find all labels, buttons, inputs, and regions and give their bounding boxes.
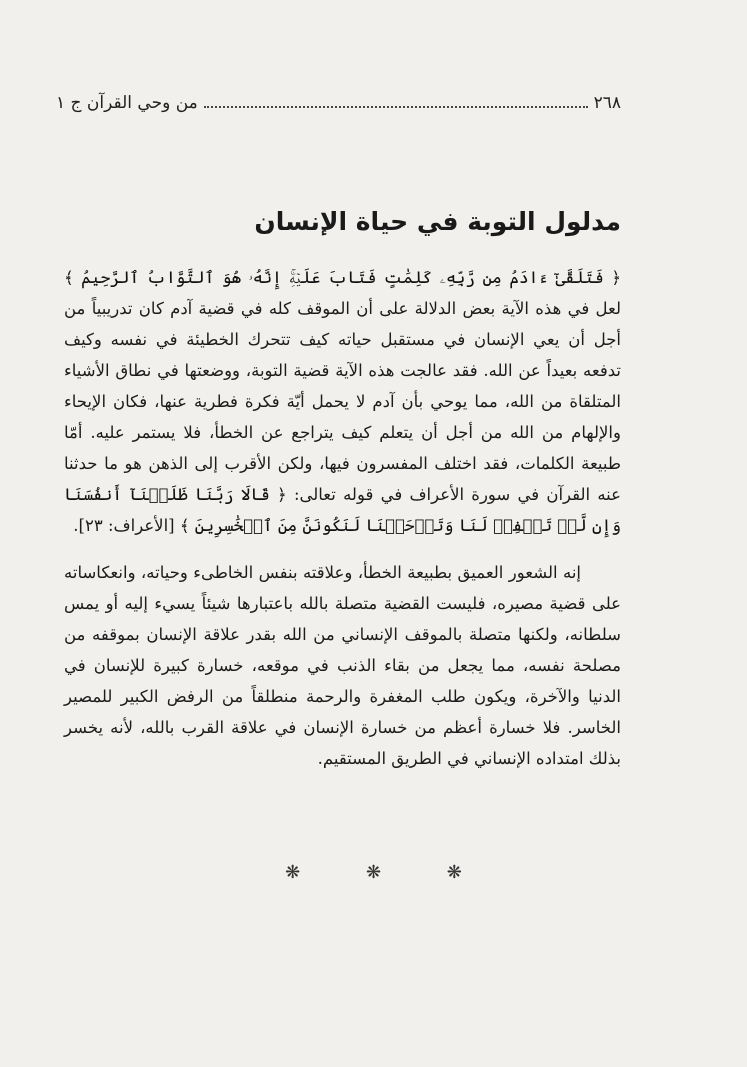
page-header	[56, 88, 621, 118]
paragraph-1	[64, 262, 621, 541]
header-dot-leader	[204, 106, 588, 108]
quran-verse-1: ﴿ فَتَلَقَّىٰٓ ءَادَمُ مِن رَّبِّهِۦ كَلِمَٰتٍ فَتَابَ عَلَيۡهِۚ إِنَّهُۥ هُوَ ٱلتَّوَّابُ ٱلرَّحِيمُ ﴾	[64, 268, 621, 287]
paragraph-1-text-a: لعل في هذه الآية بعض الدلالة على أن الموقف كله في قضية آدم كان تدريبياً من أجل أن يعي الإنسان في مستقبل حياته كيف تتحرك الخطيئة في نفسه وكيف تدفعه بعيداً عن الله. فقد عالجت هذه الآية قضية التوبة، ووضعتها في نطاق الأشياء المتلقاة من الله، مما يوحي بأن آدم لا يحمل أيّة فكرة فطرية عنها، فكان الإيحاء والإلهام من الله من أجل أن يتعلم كيف يتراجع عن الخطأ، فلا يستمر عليه. أمّا طبيعة الكلمات، فقد اختلف المفسرون فيها، ولكن الأقرب إلى الذهن هو ما حدثنا عنه القرآن في سورة الأعراف في قوله تعالى:	[64, 299, 621, 504]
body-text	[64, 262, 621, 774]
quran-verse-2: ﴿ قَالَا رَبَّنَا ظَلَمۡنَآ أَنفُسَنَا وَإِن لَّمۡ تَغۡفِرۡ لَنَا وَتَرۡحَمۡنَا لَنَكُونَنَّ مِنَ ٱلۡخَٰسِرِينَ ﴾	[64, 485, 621, 535]
running-title: من وحي القرآن ج ١	[56, 93, 198, 113]
section-title: مدلول التوبة في حياة الإنسان	[254, 207, 621, 236]
paragraph-2: إنه الشعور العميق بطبيعة الخطأ، وعلاقته بنفس الخاطىء وحياته، وانعكاساته على قضية مصيره، فليست القضية متصلة بالله باعتبارها شيئاً يسيء إليه أو يمس سلطانه، ولكنها متصلة بالموقف الإنساني من الله بقدر علاقة الإنسان بموقفه من مصلحة نفسه، مما يجعل من بقاء الذنب في موقعه، خسارة كبيرة للإنسان في الدنيا والآخرة، ويكون طلب المغفرة والرحمة منطلقاً من الرفض الكبير للمصير الخاسر. فلا خسارة أعظم من خسارة الإنسان في علاقة القرب بالله، لأنه يخسر بذلك امتداده الإنساني في الطريق المستقيم.	[64, 563, 621, 768]
paragraph-1-text-b: [الأعراف: ٢٣].	[73, 516, 180, 535]
section-end-ornament: ❋ ❋ ❋	[285, 862, 492, 883]
page-number: ٢٦٨	[593, 93, 621, 113]
